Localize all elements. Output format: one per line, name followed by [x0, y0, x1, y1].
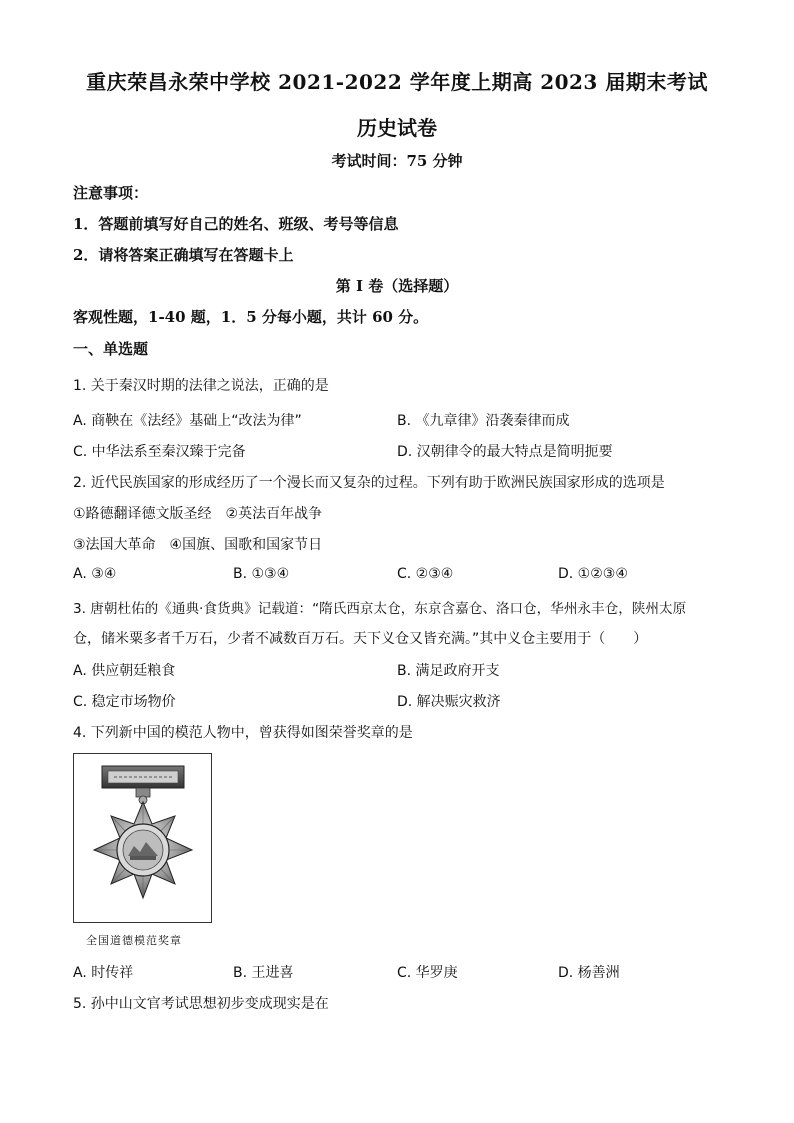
volume-title: 第 I 卷（选择题）	[335, 277, 459, 295]
question-stem: 2. 近代民族国家的形成经历了一个漫长而又复杂的过程。下列有助于欧洲民族国家形成的选项是	[73, 475, 665, 491]
exam-title: 重庆荣昌永荣中学校 2021-2022 学年度上期高 2023 届期末考试	[86, 70, 708, 94]
question-stem: 4. 下列新中国的模范人物中，曾获得如图荣誉奖章的是	[73, 725, 413, 741]
option-a: A. 供应朝廷粮食	[73, 663, 176, 679]
option-c: C. 稳定市场物价	[73, 694, 176, 710]
option-c: C. 中华法系至秦汉臻于完备	[73, 444, 246, 460]
question-stem: 1. 关于秦汉时期的法律之说法，正确的是	[73, 378, 329, 394]
part-title: 一、单选题	[73, 340, 149, 358]
question-item: ①路德翻译德文版圣经 ②英法百年战争	[73, 506, 323, 522]
option-b: B. 《九章律》沿袭秦律而成	[397, 413, 570, 429]
question-stem: 5. 孙中山文官考试思想初步变成现实是在	[73, 996, 329, 1012]
question-stem: 仓，储米粟多者千万石，少者不减数百万石。天下义仓又皆充满。”其中义仓主要用于（ ）	[73, 631, 648, 647]
option-b: B. 满足政府开支	[397, 663, 500, 679]
image-caption: 全国道德模范奖章	[86, 934, 182, 947]
option-b: B. 王进喜	[233, 965, 294, 981]
option-a: A. 时传祥	[73, 965, 134, 981]
option-d: D. 杨善洲	[558, 965, 620, 981]
option-c: C. 华罗庚	[397, 965, 458, 981]
section-instruction: 客观性题，1-40 题，1．5 分每小题，共计 60 分。	[73, 308, 429, 326]
question-item: ③法国大革命 ④国旗、国歌和国家节日	[73, 537, 323, 553]
notice-item: 2．请将答案正确填写在答题卡上	[73, 246, 294, 264]
medal-icon	[74, 754, 211, 922]
option-c: C. ②③④	[397, 566, 454, 582]
question-stem: 3. 唐朝杜佑的《通典·食货典》记载道：“隋氏西京太仓，东京含嘉仓、洛口仓，华州永丰仓，陕州太原	[73, 601, 687, 617]
notice-heading: 注意事项：	[73, 184, 149, 202]
option-b: B. ①③④	[233, 566, 290, 582]
medal-image	[73, 753, 212, 923]
option-a: A. ③④	[73, 566, 117, 582]
notice-item: 1．答题前填写好自己的姓名、班级、考号等信息	[73, 215, 399, 233]
exam-subject: 历史试卷	[357, 116, 437, 140]
option-d: D. ①②③④	[558, 566, 628, 582]
option-d: D. 解决赈灾救济	[397, 694, 501, 710]
exam-time: 考试时间：75 分钟	[331, 152, 463, 170]
option-a: A. 商鞅在《法经》基础上“改法为律”	[73, 413, 302, 429]
option-d: D. 汉朝律令的最大特点是简明扼要	[397, 444, 613, 460]
